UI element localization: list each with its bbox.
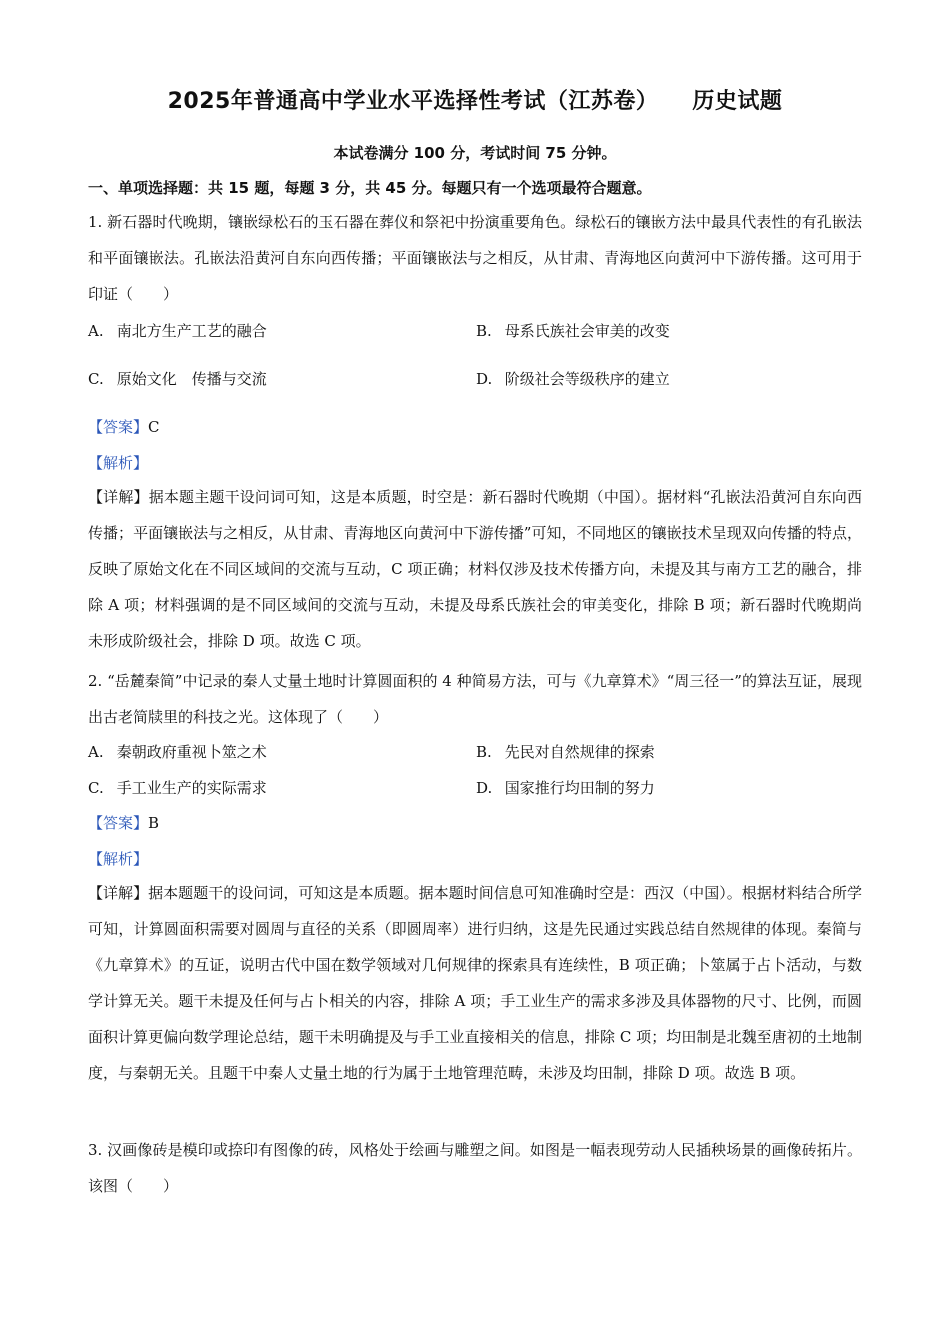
q2-stem: 2. “岳麓秦简”中记录的秦人丈量土地时计算圆面积的 4 种简易方法，可与《九章算术》“周三径一”的算法互证，展现出古老简牍里的科技之光。这体现了（ ） <box>88 672 862 726</box>
title-sub: 历史试题 <box>692 89 783 114</box>
q1-analysis-tag: 【解析】 <box>88 454 149 472</box>
option-key: D. <box>476 370 493 388</box>
page-title <box>0 84 950 115</box>
q2-answer <box>88 812 159 834</box>
q2-option-c <box>88 777 267 799</box>
option-text: 手工业生产的实际需求 <box>116 779 267 797</box>
q2-option-b <box>476 741 655 763</box>
exam-note: 本试卷满分 100 分，考试时间 75 分钟。 <box>333 144 617 162</box>
title-main: 2025年普通高中学业水平选择性考试（江苏卷） <box>167 89 659 114</box>
option-text: 南北方生产工艺的融合 <box>116 322 267 340</box>
q1-answer <box>88 416 160 438</box>
q1-option-c <box>88 368 267 390</box>
option-text: 国家推行均田制的努力 <box>504 779 655 797</box>
answer-value: C <box>148 418 160 436</box>
q1-stem: 1. 新石器时代晚期，镶嵌绿松石的玉石器在葬仪和祭祀中扮演重要角色。绿松石的镶嵌方法中最具代表性的有孔嵌法和平面镶嵌法。孔嵌法沿黄河自东向西传播；平面镶嵌法与之相反，从甘肃、青海地区向黄河中下游传播。这可用于印证（ ） <box>88 213 862 303</box>
q1-option-b <box>476 320 670 342</box>
q1-option-a <box>88 320 267 342</box>
option-key: B. <box>476 322 492 340</box>
q2-option-a <box>88 741 267 763</box>
section-heading: 一、单项选择题：共 15 题，每题 3 分，共 45 分。每题只有一个选项最符合题意。 <box>88 179 652 197</box>
detail-tag: 【详解】 <box>88 884 149 902</box>
q3-stem: 3. 汉画像砖是模印或捺印有图像的砖，风格处于绘画与雕塑之间。如图是一幅表现劳动人民插秧场景的画像砖拓片。该图（ ） <box>88 1141 862 1195</box>
option-key: A. <box>88 322 104 340</box>
option-key: C. <box>88 370 104 388</box>
detail-tag: 【详解】 <box>88 488 149 506</box>
option-key: B. <box>476 743 492 761</box>
option-text: 母系氏族社会审美的改变 <box>504 322 670 340</box>
option-text: 原始文化 传播与交流 <box>116 370 267 388</box>
option-text: 先民对自然规律的探索 <box>504 743 655 761</box>
option-text: 阶级社会等级秩序的建立 <box>504 370 670 388</box>
answer-tag: 【答案】 <box>88 814 149 832</box>
q1-option-d <box>476 368 670 390</box>
detail-text: 据本题主题干设问词可知，这是本质题，时空是：新石器时代晚期（中国）。据材料“孔嵌法沿黄河自东向西传播；平面镶嵌法与之相反，从甘肃、青海地区向黄河中下游传播”可知，不同地区的镶嵌技术呈现双向传播的特点，反映了原始文化在不同区域间的交流与互动，C 项正确；材料仅涉及技术传播方向，未提及其与南方工艺的融合，排除 A 项；材料强调的是不同区域间的交流与互动，未提及母系氏族社会的审美变化，排除 B 项；新石器时代晚期尚未形成阶级社会，排除 D 项。故选 C 项。 <box>88 488 862 650</box>
answer-value: B <box>148 814 160 832</box>
option-key: A. <box>88 743 104 761</box>
q1-detail <box>88 479 862 659</box>
q2-detail <box>88 875 862 1091</box>
answer-tag: 【答案】 <box>88 418 149 436</box>
option-key: C. <box>88 779 104 797</box>
q2-analysis-tag: 【解析】 <box>88 850 149 868</box>
q2-option-d <box>476 777 655 799</box>
detail-text: 据本题题干的设问词，可知这是本质题。据本题时间信息可知准确时空是：西汉（中国）。根据材料结合所学可知，计算圆面积需要对圆周与直径的关系（即圆周率）进行归纳，这是先民通过实践总结自然规律的体现。秦简与《九章算术》的互证，说明古代中国在数学领域对几何规律的探索具有连续性，B 项正确；卜筮属于占卜活动，与数学计算无关。题干未提及任何与占卜相关的内容，排除 A 项；手工业生产的需求多涉及具体器物的尺寸、比例，而圆面积计算更偏向数学理论总结，题干未明确提及与手工业直接相关的信息，排除 C 项；均田制是北魏至唐初的土地制度，与秦朝无关。且题干中秦人丈量土地的行为属于土地管理范畴，未涉及均田制，排除 D 项。故选 B 项。 <box>88 884 862 1082</box>
option-key: D. <box>476 779 493 797</box>
option-text: 秦朝政府重视卜筮之术 <box>116 743 267 761</box>
